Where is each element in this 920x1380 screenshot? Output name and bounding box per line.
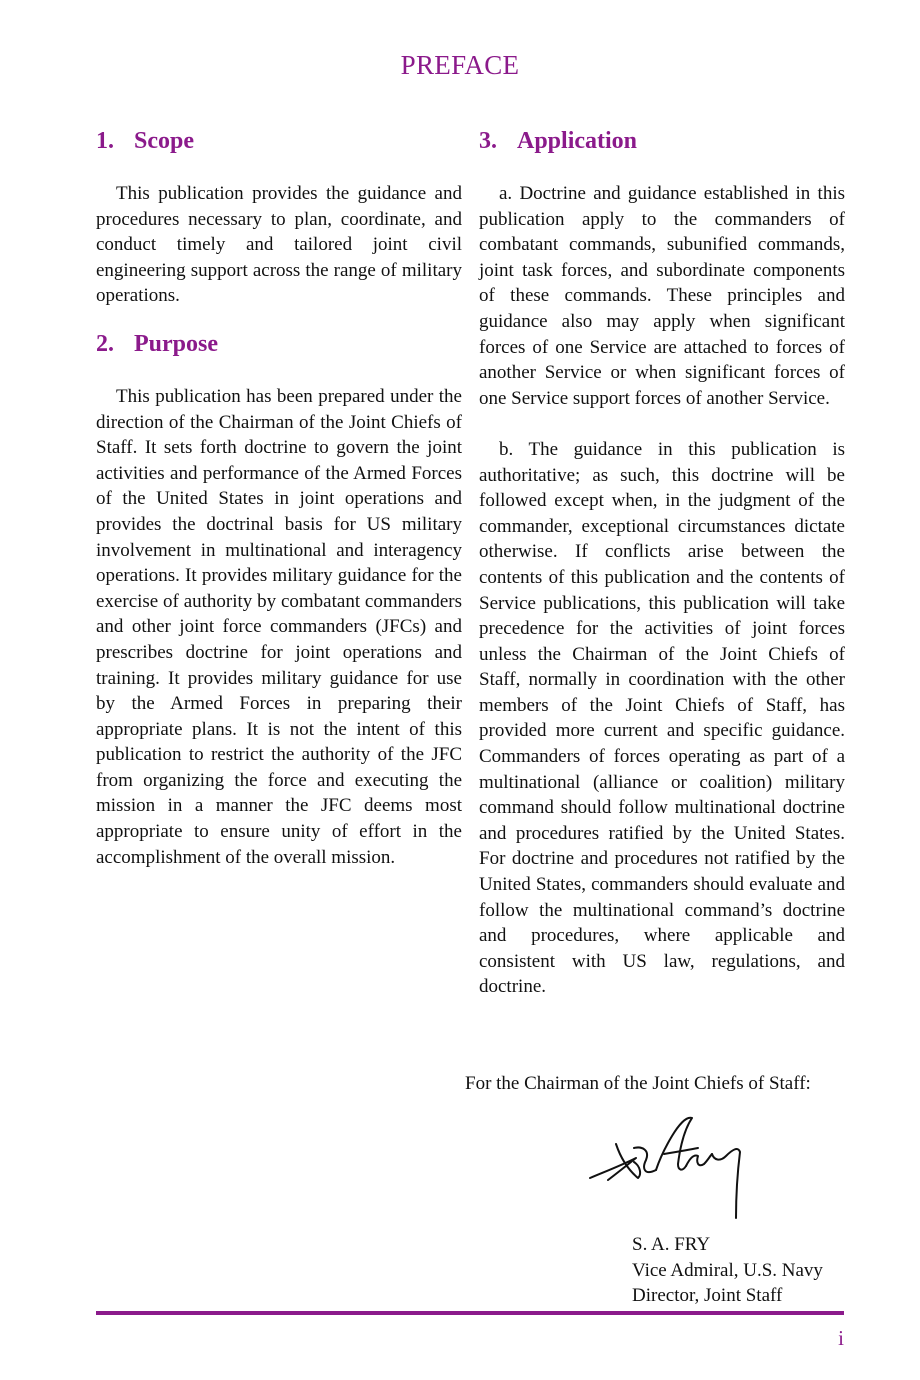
page-number: i [838, 1326, 844, 1350]
section-number: 3. [479, 128, 497, 154]
purpose-paragraph: This publication has been prepared under the direction of the Chairman of the Joint Chiefs of Staff. It sets forth doctrine to govern the joint activities and performance of the Armed Forces of the United States in joint operations and provides the doctrinal basis for US military involvement in multinational and interagency operations. It provides military guidance for the exercise of authority by combatant commanders and other joint force commanders (JFCs) and prescribes doctrine for joint operations and training. It provides military guidance for use by the Armed Forces in preparing their appropriate plans. It is not the intent of this publication to restrict the authority of the JFC from organizing the force and executing the mission in a manner the JFC deems most appropriate to ensure unity of effort in the accomplishment of the overall mission. [96, 385, 462, 868]
signer-block [632, 1232, 872, 1309]
scope-paragraph: This publication provides the guidance and procedures necessary to plan, coordinate, and conduct timely and tailored joint civil engineering support across the range of military operations. [96, 183, 462, 307]
footer-rule [96, 1311, 844, 1315]
section-title: Purpose [134, 330, 218, 357]
section-heading-purpose [96, 331, 462, 358]
section-number: 2. [96, 330, 114, 357]
signer-rank: Vice Admiral, U.S. Navy [632, 1259, 823, 1281]
section-title: Application [517, 128, 638, 154]
page-title: PREFACE [400, 50, 520, 80]
left-column [96, 128, 462, 870]
application-paragraph-a: a. Doctrine and guidance established in this publication apply to the commanders of combatant commands, subunified commands, joint task forces, and subordinate components of these commands. These principles and guidance also may apply when significant forces of one Service are attached to forces of another Service or when significant forces of one Service support forces of another Service. [479, 183, 845, 409]
application-paragraph-b: b. The guidance in this publication is authoritative; as such, this doctrine will be followed except when, in the judgment of the commander, exceptional circumstances dictate otherwise. If conflicts arise between the contents of this publication and the contents of Service publications, this publication will take precedence for the activities of joint forces unless the Chairman of the Joint Chiefs of Staff, normally in coordination with the other members of the Joint Chiefs of Staff, has provided more current and specific guidance. Commanders of forces operating as part of a multinational (alliance or coalition) military command should follow multinational doctrine and procedures ratified by the United States. For doctrine and procedures not ratified by the United States, commanders should evaluate and follow the multinational command’s doctrine and procedures, where applicable and consistent with US law, regulations, and doctrine. [479, 438, 845, 998]
right-column [479, 128, 845, 1000]
section-heading-application [479, 128, 845, 155]
section-heading-scope [96, 128, 462, 155]
section-number: 1. [96, 128, 114, 154]
signer-position: Director, Joint Staff [632, 1285, 783, 1307]
handwritten-signature [586, 1108, 756, 1226]
section-title: Scope [134, 128, 194, 154]
signer-name: S. A. FRY [632, 1234, 711, 1255]
signoff-line: For the Chairman of the Joint Chiefs of Staff: [465, 1073, 811, 1094]
